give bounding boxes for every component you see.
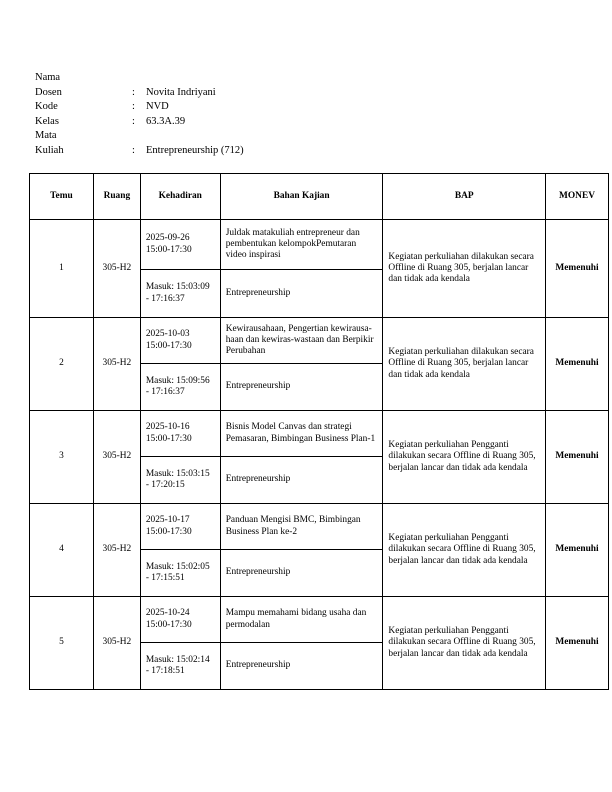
cell-jadwal: 2025-10-24 15:00-17:30 [140,597,220,643]
table-row [30,220,609,270]
cell-materi: Entrepreneurship [220,270,383,318]
header-temu: Temu [30,174,94,220]
cell-bap: Kegiatan perkuliahan Pengganti dilakukan secara Offline di Ruang 305, berjalan lancar dan tidak ada kendala [383,411,546,504]
cell-masuk: Masuk: 15:02:14 - 17:18:51 [140,643,220,690]
header-bahan-kajian: Bahan Kajian [220,174,383,220]
cell-jadwal: 2025-09-26 15:00-17:30 [140,220,220,270]
info-value: Entrepreneurship (712) [146,144,244,156]
cell-bap: Kegiatan perkuliahan dilakukan secara Offline di Ruang 305, berjalan lancar dan tidak ada kendala [383,220,546,318]
cell-temu: 4 [30,504,94,597]
cell-monev: Memenuhi [546,597,609,690]
cell-temu: 3 [30,411,94,504]
info-label: Kuliah [35,144,64,156]
info-colon: : [132,101,135,113]
info-colon: : [132,115,135,127]
table-row [30,597,609,643]
cell-masuk: Masuk: 15:09:56 - 17:16:37 [140,364,220,411]
info-value: 63.3A.39 [146,115,186,127]
table-row [30,504,609,550]
cell-bahan-kajian: Juldak matakuliah entrepreneur dan pembentukan kelompokPemutaran video inspirasi [220,220,383,270]
info-label: Kelas [35,115,59,127]
cell-materi: Entrepreneurship [220,550,383,597]
cell-jadwal: 2025-10-03 15:00-17:30 [140,318,220,364]
table-row [30,318,609,364]
cell-materi: Entrepreneurship [220,364,383,411]
cell-ruang: 305-H2 [93,318,140,411]
cell-ruang: 305-H2 [93,220,140,318]
cell-temu: 2 [30,318,94,411]
header-bap: BAP [383,174,546,220]
cell-jadwal: 2025-10-17 15:00-17:30 [140,504,220,550]
table-header-row [30,174,609,220]
info-label: Nama [35,72,61,83]
cell-masuk: Masuk: 15:03:15 - 17:20:15 [140,457,220,504]
cell-jadwal: 2025-10-16 15:00-17:30 [140,411,220,457]
cell-bap: Kegiatan perkuliahan Pengganti dilakukan secara Offline di Ruang 305, berjalan lancar dan tidak ada kendala [383,597,546,690]
cell-masuk: Masuk: 15:02:05 - 17:15:51 [140,550,220,597]
info-label: Mata [35,130,57,142]
header-monev: MONEV [546,174,609,220]
attendance-table [29,173,609,690]
cell-ruang: 305-H2 [93,597,140,690]
cell-temu: 5 [30,597,94,690]
cell-monev: Memenuhi [546,318,609,411]
cell-bap: Kegiatan perkuliahan Pengganti dilakukan secara Offline di Ruang 305, berjalan lancar dan tidak ada kendala [383,504,546,597]
cell-materi: Entrepreneurship [220,643,383,690]
cell-bap: Kegiatan perkuliahan dilakukan secara Offline di Ruang 305, berjalan lancar dan tidak ada kendala [383,318,546,411]
info-value: NVD [146,101,169,113]
cell-bahan-kajian: Kewirausahaan, Pengertian kewirausa-haan dan kewiras-wastaan dan Berpikir Perubahan [220,318,383,364]
cell-monev: Memenuhi [546,220,609,318]
header-ruang: Ruang [93,174,140,220]
info-label: Kode [35,101,58,113]
cell-bahan-kajian: Bisnis Model Canvas dan strategi Pemasaran, Bimbingan Business Plan-1 [220,411,383,457]
cell-temu: 1 [30,220,94,318]
cell-ruang: 305-H2 [93,504,140,597]
table-row [30,411,609,457]
header-kehadiran: Kehadiran [140,174,220,220]
info-colon: : [132,144,135,156]
cell-monev: Memenuhi [546,411,609,504]
info-value: Novita Indriyani [146,86,216,98]
cell-materi: Entrepreneurship [220,457,383,504]
info-label: Dosen [35,86,62,98]
cell-bahan-kajian: Panduan Mengisi BMC, Bimbingan Business Plan ke-2 [220,504,383,550]
info-colon: : [132,86,135,98]
cell-masuk: Masuk: 15:03:09 - 17:16:37 [140,270,220,318]
cell-bahan-kajian: Mampu memahami bidang usaha dan permodalan [220,597,383,643]
cell-ruang: 305-H2 [93,411,140,504]
cell-monev: Memenuhi [546,504,609,597]
